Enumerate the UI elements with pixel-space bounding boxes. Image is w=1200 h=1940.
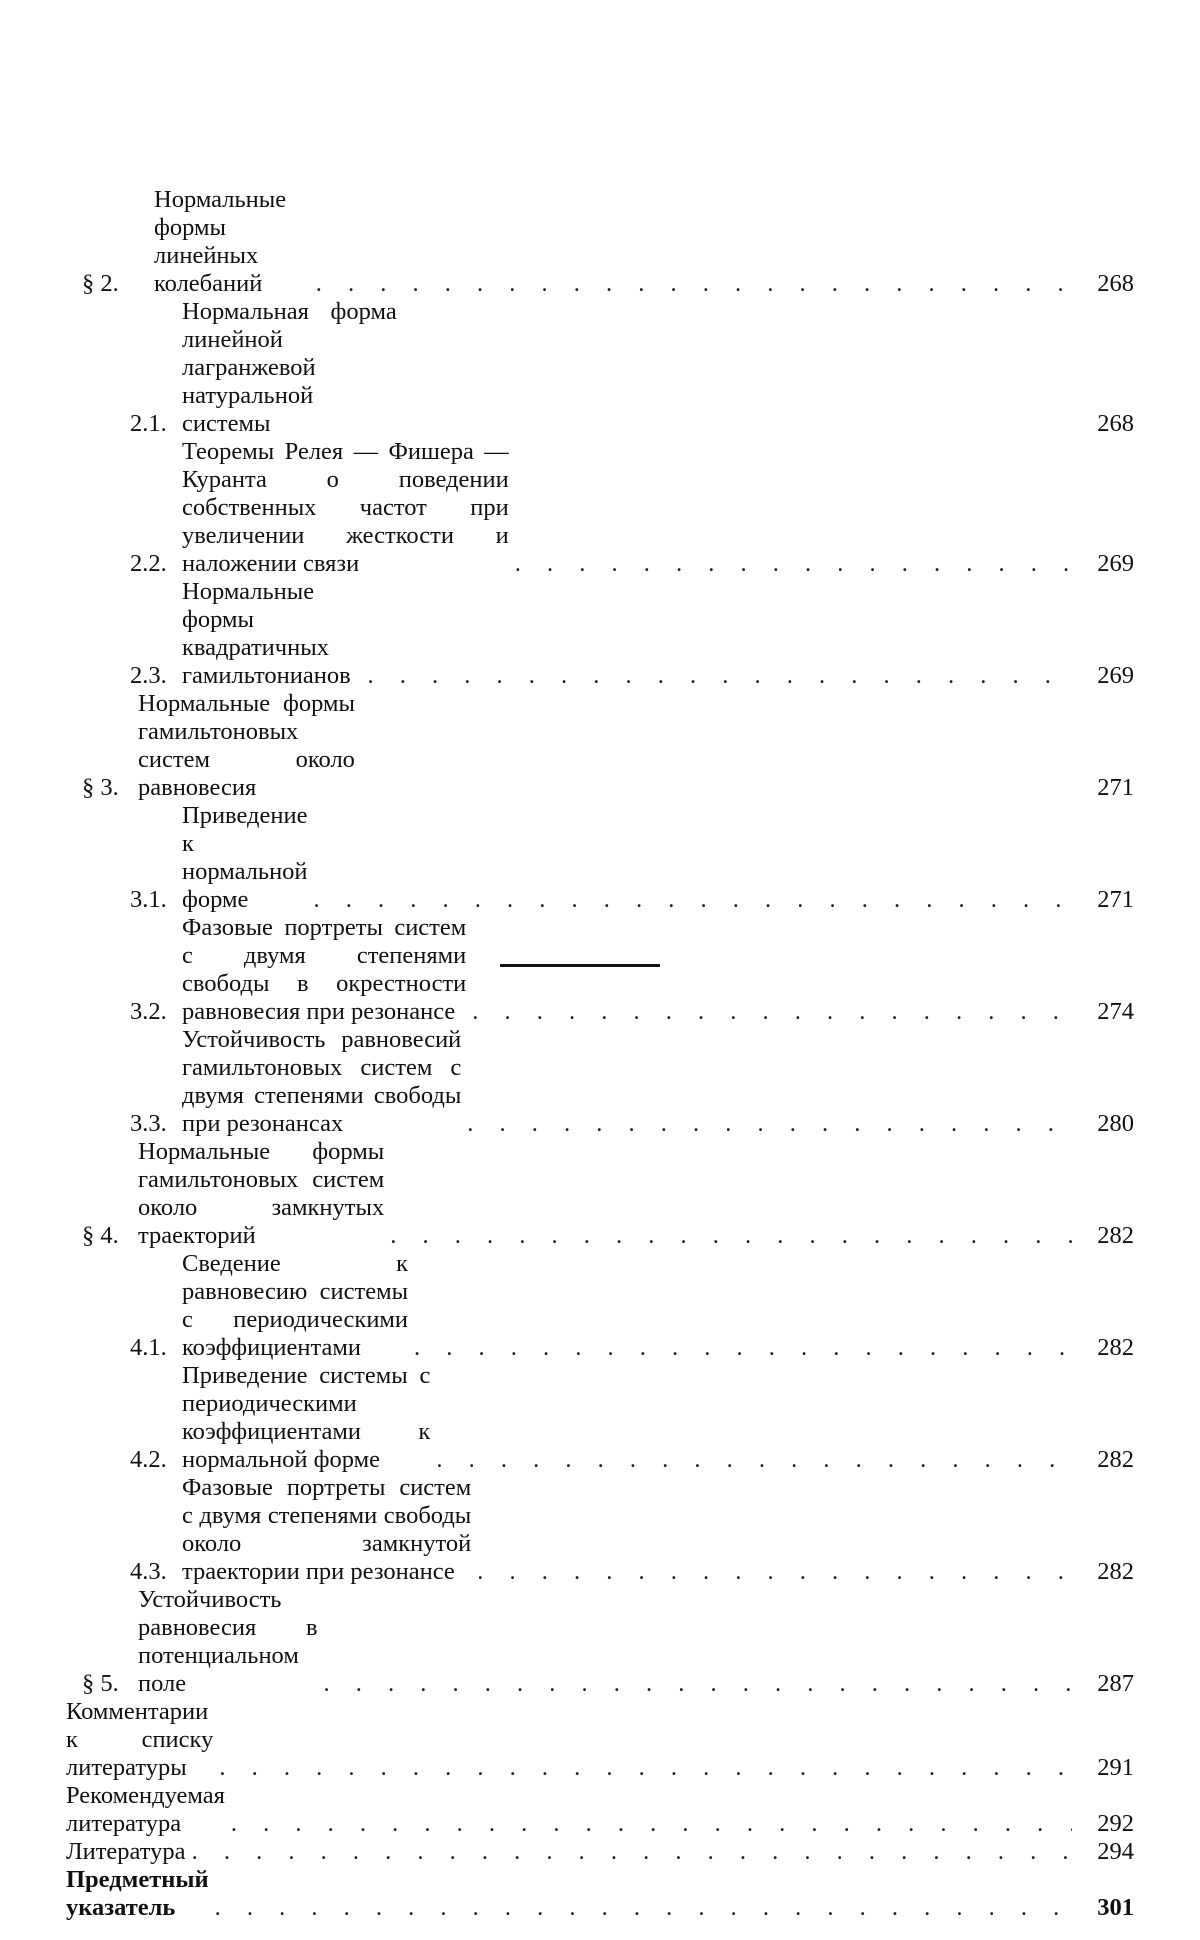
toc-entry-page: 291 <box>1097 1754 1134 1781</box>
leader-dots <box>314 886 1072 914</box>
toc-entry-title: Литература <box>66 1838 186 1865</box>
toc-entry-recommended-literature <box>66 1782 1134 1838</box>
toc-entry-2-2 <box>82 438 1134 578</box>
toc-entry-page: 282 <box>1097 1334 1134 1361</box>
leader-dots <box>215 1894 1072 1922</box>
toc-entry-title: Нормальные формы квадратичных гамильтонианов <box>182 578 351 689</box>
toc-entry-number: § 3. <box>82 774 119 801</box>
end-rule <box>500 964 660 967</box>
toc-entry-page: 269 <box>1097 662 1134 689</box>
leader-dots <box>367 662 1072 690</box>
toc-entry-page: 268 <box>1097 410 1134 437</box>
leader-dots <box>390 1222 1072 1250</box>
toc-entry-4-3 <box>82 1474 1134 1586</box>
toc-entry-page: 282 <box>1097 1446 1134 1473</box>
toc-entry-number: § 5. <box>82 1670 119 1697</box>
toc-entry-number: 2.3. <box>130 662 167 689</box>
toc-entry-page: 280 <box>1097 1110 1134 1137</box>
toc-entry-page: 301 <box>1097 1894 1134 1921</box>
leader-dots <box>436 1446 1072 1474</box>
toc-entry-title: Фазовые портреты систем с двумя степенями свободы в окрестности равновесия при резонансе <box>182 914 467 1025</box>
toc-entry-page: 282 <box>1097 1558 1134 1585</box>
toc-entry-section-5 <box>82 1586 1134 1698</box>
toc-entry-number: 2.2. <box>130 550 167 577</box>
toc-entry-comments <box>66 1698 1134 1782</box>
toc-entry-literature <box>66 1838 1134 1866</box>
toc-entry-number: § 4. <box>82 1222 119 1249</box>
toc-entry-title: Нормальные формы линейных колебаний <box>154 186 287 297</box>
toc-entry-title: Сведение к равновесию системы с периодическими коэффициентами <box>182 1250 409 1361</box>
leader-dots <box>231 1810 1072 1838</box>
toc-entry-title: Приведение системы с периодическими коэффициентами к нормальной форме <box>182 1362 431 1473</box>
toc-entry-number: 3.1. <box>130 886 167 913</box>
toc-entry-2-1 <box>82 298 1134 438</box>
toc-entry-section-2 <box>82 186 1134 298</box>
toc-entry-subject-index <box>66 1866 1134 1922</box>
toc-entry-4-2 <box>82 1362 1134 1474</box>
leader-dots <box>472 998 1072 1026</box>
toc-entry-page: 274 <box>1097 998 1134 1025</box>
toc-entry-2-3 <box>82 578 1134 690</box>
toc-entry-title: Приведение к нормальной форме <box>182 802 308 913</box>
toc-entry-page: 268 <box>1097 270 1134 297</box>
leader-dots <box>467 1110 1072 1138</box>
toc-entry-title: Нормальные формы гамильтоновых систем около замкнутых траекторий <box>138 1138 385 1249</box>
toc-entry-title: Фазовые портреты систем с двумя степенями свободы около замкнутой траектории при резонансе <box>182 1474 472 1585</box>
toc-entry-page: 287 <box>1097 1670 1134 1697</box>
toc-entry-number: 4.1. <box>130 1334 167 1361</box>
toc-entry-number: 4.3. <box>130 1558 167 1585</box>
toc-entry-title: Комментарии к списку литературы <box>66 1698 214 1781</box>
leader-dots <box>192 1838 1072 1866</box>
toc-entry-number: 3.3. <box>130 1110 167 1137</box>
leader-dots <box>515 550 1072 578</box>
toc-entry-number: 2.1. <box>130 410 167 437</box>
toc-entry-section-4 <box>82 1138 1134 1250</box>
leader-dots <box>316 270 1072 298</box>
toc-entry-page: 282 <box>1097 1222 1134 1249</box>
table-of-contents <box>66 186 1134 1922</box>
toc-entry-page: 271 <box>1097 886 1134 913</box>
toc-entry-title: Нормальные формы гамильтоновых систем около равновесия <box>138 690 355 801</box>
toc-entry-page: 271 <box>1097 774 1134 801</box>
toc-entry-title: Рекомендуемая литература <box>66 1782 225 1837</box>
leader-dots <box>414 1334 1072 1362</box>
toc-entry-3-1 <box>82 802 1134 914</box>
toc-entry-page: 292 <box>1097 1810 1134 1837</box>
toc-entry-page: 294 <box>1097 1838 1134 1865</box>
leader-dots <box>477 1558 1072 1586</box>
toc-entry-3-2 <box>82 914 1134 1026</box>
toc-entry-4-1 <box>82 1250 1134 1362</box>
toc-entry-section-3 <box>82 690 1134 802</box>
toc-entry-page: 269 <box>1097 550 1134 577</box>
toc-entry-number: § 2. <box>82 270 119 297</box>
toc-entry-title: Устойчивость равновесий гамильтоновых систем с двумя степенями свободы при резонансах <box>182 1026 462 1137</box>
toc-entry-number: 3.2. <box>130 998 167 1025</box>
toc-entry-title: Нормальная форма линейной лагранжевой натуральной системы <box>182 298 397 437</box>
toc-entry-title: Предметный указатель <box>66 1866 209 1921</box>
toc-entry-title: Устойчивость равновесия в потенциальном поле <box>138 1586 318 1697</box>
toc-entry-title: Теоремы Релея — Фишера — Куранта о поведении собственных частот при увеличении жесткости и наложении связи <box>182 438 509 577</box>
leader-dots <box>219 1754 1072 1782</box>
toc-entry-3-3 <box>82 1026 1134 1138</box>
toc-entry-number: 4.2. <box>130 1446 167 1473</box>
leader-dots <box>324 1670 1072 1698</box>
